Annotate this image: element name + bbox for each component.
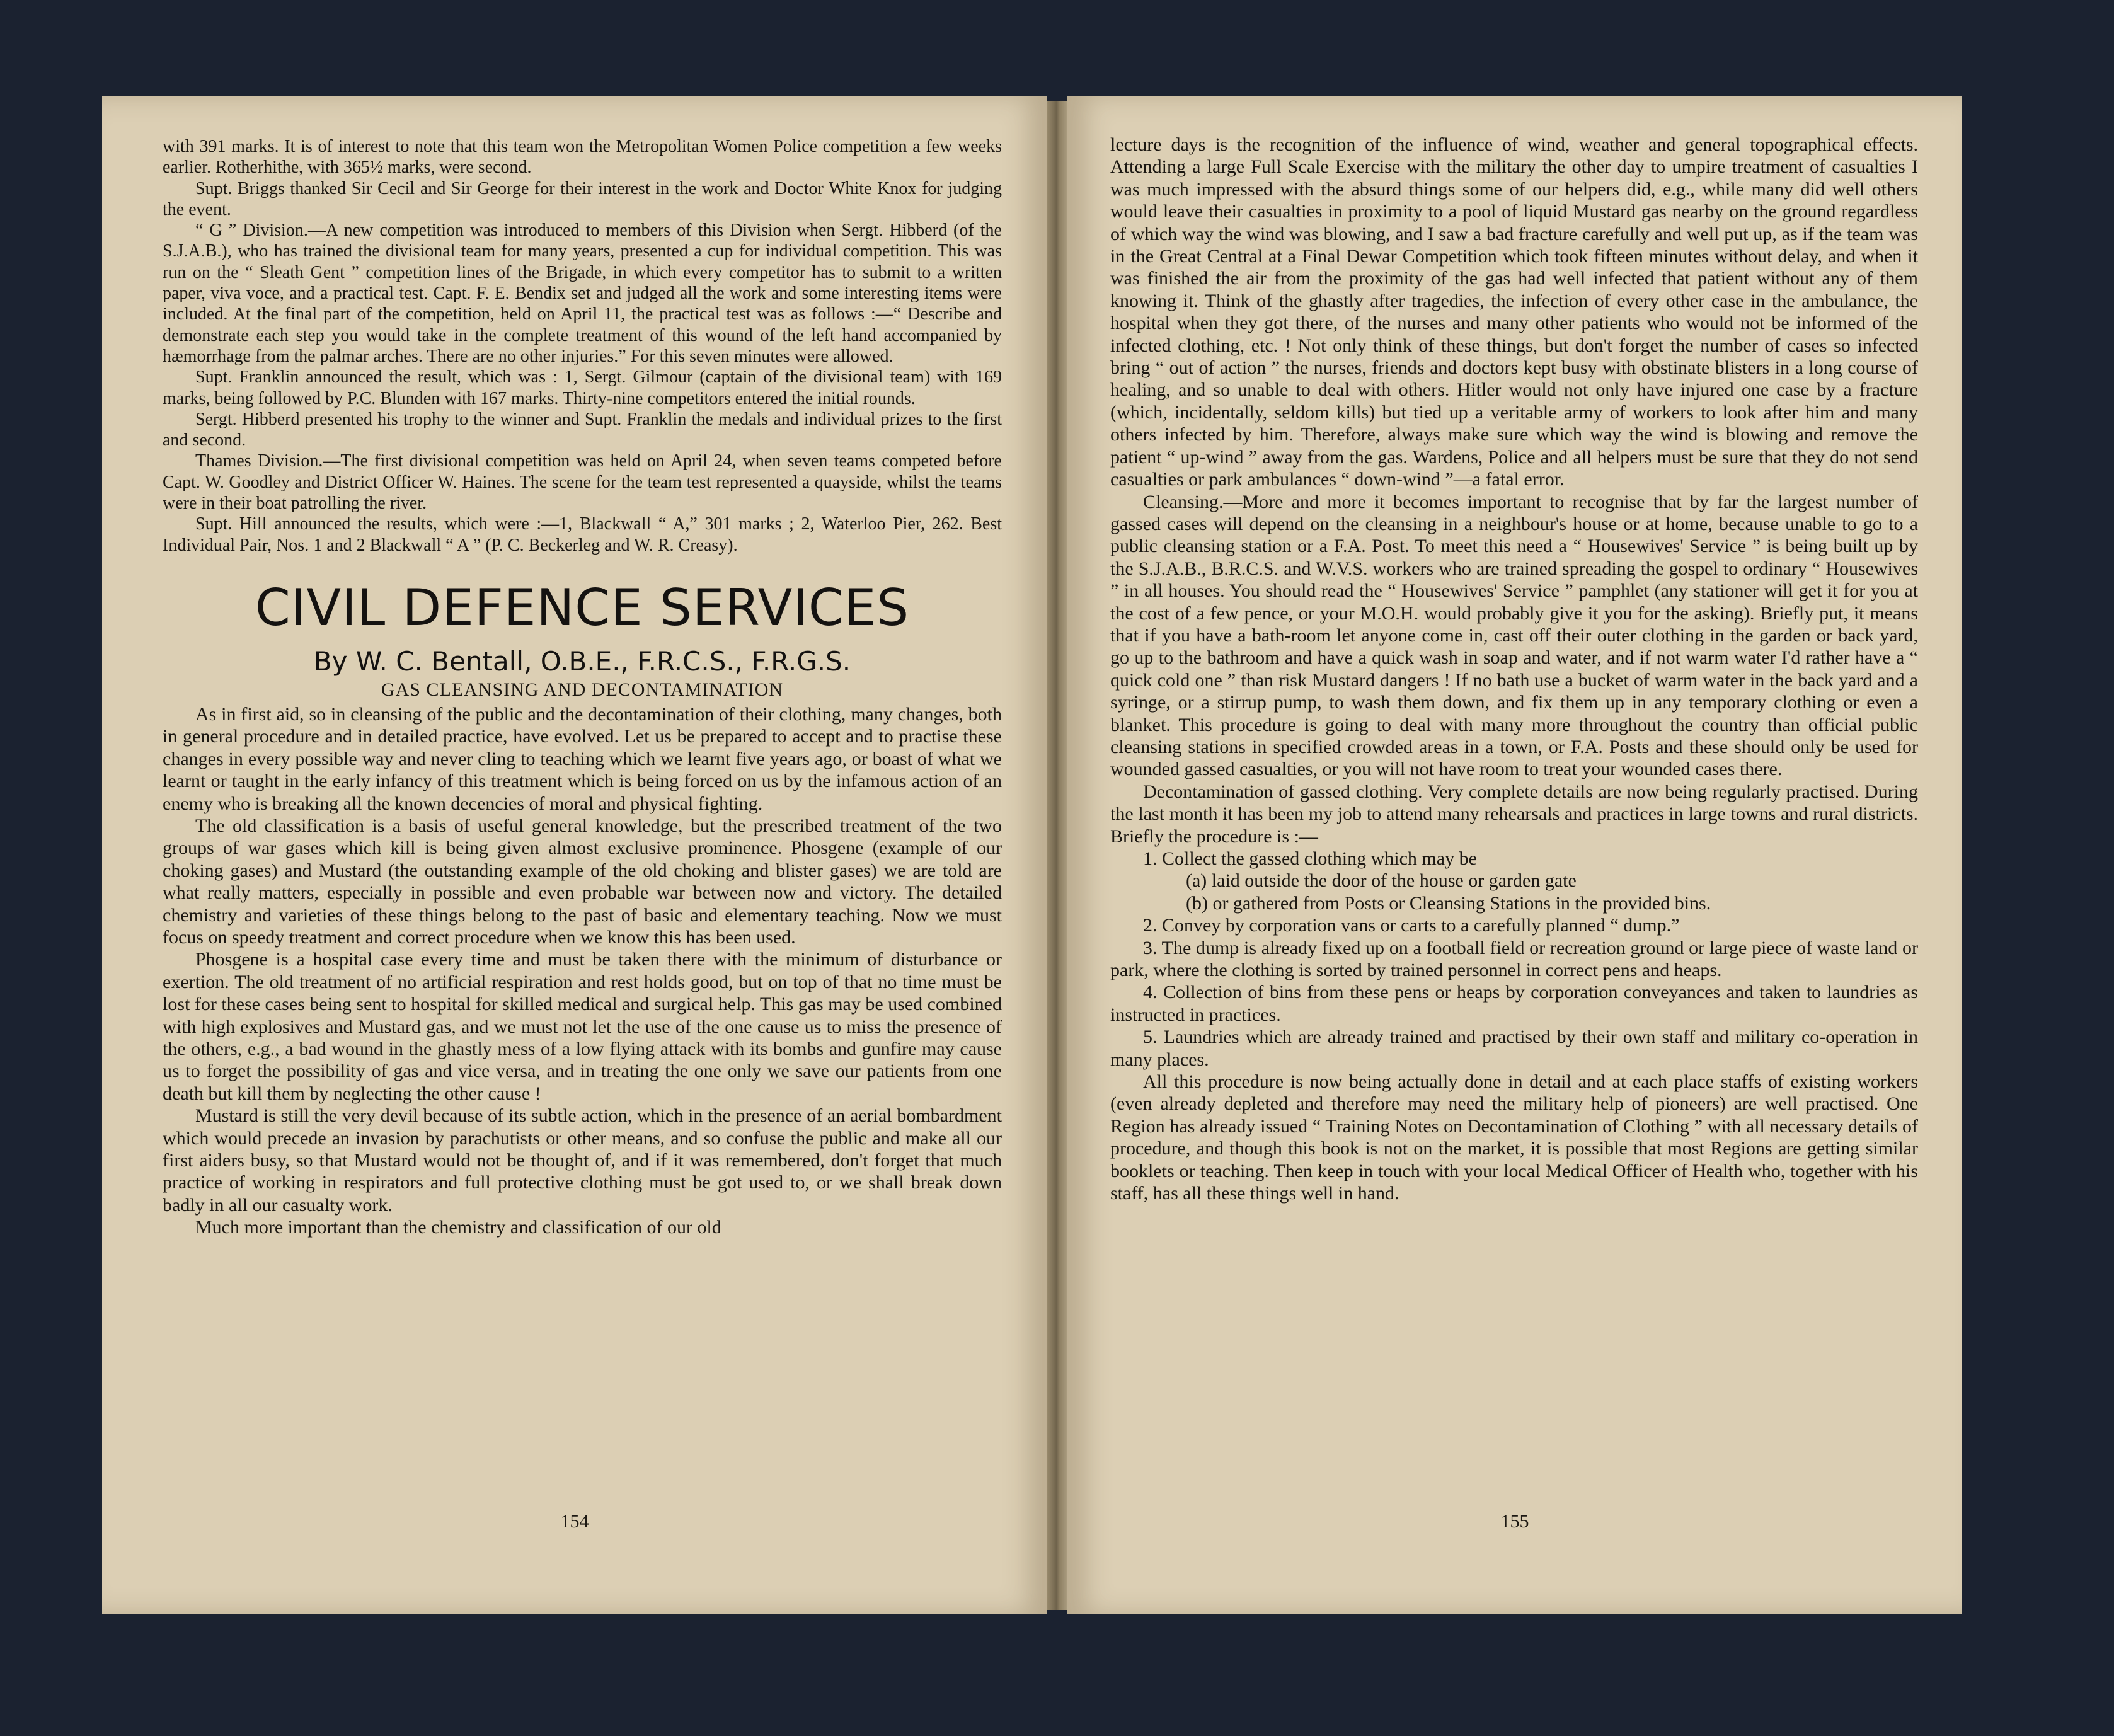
body-paragraph: Mustard is still the very devil because of its subtle action, which in the presence of an aerial bombardment which would precede an invasion by parachutists or other means, and so confuse the public and make all our first aiders busy, so that Mustard would not be thought of, and if it was remembered, don't forget that much practice of working in respirators and full protective clothing must be got used to, or we shall break down badly in all our casualty work.	[163, 1105, 1002, 1216]
article-subheading: GAS CLEANSING AND DECONTAMINATION	[381, 679, 784, 700]
article-body-left	[163, 703, 1002, 1239]
list-item: 3. The dump is already fixed up on a football field or recreation ground or large piece of waste land or park, where the clothing is sorted by trained personnel in correct pens and heaps.	[1110, 937, 1918, 981]
article-title: CIVIL DEFENCE SERVICES	[255, 578, 910, 637]
page-number: 154	[560, 1511, 589, 1532]
list-item: 5. Laundries which are already trained and practised by their own staff and military co-operation in many places.	[1110, 1026, 1918, 1070]
right-page	[1067, 96, 1962, 1614]
article-byline: By W. C. Bentall, O.B.E., F.R.C.S., F.R.G.S.	[313, 645, 851, 677]
closing-paragraph: All this procedure is now being actually done in detail and at each place staffs of existing workers (even already depleted and therefore may need the military help of pioneers) are well practised. One Region has already issued “ Training Notes on Decontamination of Clothing ” with all necessary details of procedure, and though this book is not on the market, it is possible that most Regions are getting similar booklets or teaching. Then keep in touch with your local Medical Officer of Health who, together with his staff, has all these things well in hand.	[1110, 1071, 1918, 1204]
body-paragraph: The old classification is a basis of useful general knowledge, but the prescribed treatment of the two groups of war gases which kill is being given almost exclusive prominence. Phosgene (example of our choking gases) and Mustard (the outstanding example of the old choking and blister gases) we are told are what really matters, especially in possible and even probable war between now and victory. The detailed chemistry and varieties of these things belong to the past of basic and elementary teaching. Now we must focus on speedy treatment and correct procedure when we know this has been used.	[163, 815, 1002, 948]
report-paragraph: “ G ” Division.—A new competition was introduced to members of this Division when Sergt. Hibberd (of the S.J.A.B.), who has trained the divisional team for many years, presented a cup for individual competition. This was run on the “ Sleath Gent ” competition lines of the Brigade, in which every competitor has to submit to a written paper, viva voce, and a practical test. Capt. F. E. Bendix set and judged all the work and some interesting items were included. At the final part of the competition, held on April 11, the practical test was as follows :—“ Describe and demonstrate each step you would take in the complete treatment of this wound of the left hand accompanied by hæmorrhage from the palmar arches. There are no other injuries.” For this seven minutes were allowed.	[163, 221, 1002, 366]
report-paragraph: with 391 marks. It is of interest to note that this team won the Metropolitan Women Police competition a few weeks earlier. Rotherhithe, with 365½ marks, were second.	[163, 137, 1002, 178]
list-item: 4. Collection of bins from these pens or heaps by corporation conveyances and taken to laundries as instructed in practices.	[1110, 982, 1918, 1025]
body-paragraph: Phosgene is a hospital case every time and must be taken there with the minimum of disturbance or exertion. The old treatment of no artificial respiration and rest holds good, but on top of that no time must be lost for these cases being sent to hospital for skilled medical and surgical help. This gas may be used combined with high explosives and Mustard gas, and we must not let the use of the one cause us to miss the presence of the others, e.g., a bad wound in the ghastly mess of a low flying attack with its bombs and gunfire may cause us to forget the possibility of gas and vice versa, and in treating the one only we save our patients from one death but kill them by neglecting the other cause !	[163, 949, 1002, 1104]
body-paragraph: Cleansing.—More and more it becomes important to recognise that by far the largest number of gassed cases will depend on the cleansing in a neighbour's house or at home, because unable to go to a public cleansing station or a F.A. Post. To meet this need a “ Housewives' Service ” is being built up by the S.J.A.B., B.R.C.S. and W.V.S. workers who are trained spreading the gospel to ordinary “ Housewives ” in all houses. You should read the “ Housewives' Service ” pamphlet (any stationer will get it for you at the cost of a few pence, or your M.O.H. would probably give it you for the asking). Briefly put, it means that if you have a bath-room let anyone come in, cast off their outer clothing in the garden or back yard, go up to the bathroom and have a quick wash in soap and water, and if not warm water I'd rather have a “ quick cold one ” than risk Mustard dangers ! If no bath use a bucket of warm water in the back yard and a syringe, or a stirrup pump, to wash them down, and fix them up in any temporary clothing or even a blanket. This procedure is going to deal with many more throughout the country than official public cleansing stations in specified crowded areas in a town, or F.A. Posts and these should only be used for wounded gassed casualties, or you will not have room to treat your wounded cases there.	[1110, 491, 1918, 780]
body-paragraph: As in first aid, so in cleansing of the public and the decontamination of their clothing, many changes, both in general procedure and in detailed practice, have evolved. Let us be prepared to accept and to practise these changes in every possible way and never cling to teaching which we learnt five years ago, or boast of what we learnt or taught in the early infancy of this treatment which is being forced on us by the infamous action of an enemy who is breaking all the known decencies of moral and physical fighting.	[163, 703, 1002, 814]
report-paragraph: Supt. Briggs thanked Sir Cecil and Sir George for their interest in the work and Doctor White Knox for judging the event.	[163, 178, 1002, 219]
report-paragraph: Supt. Hill announced the results, which were :—1, Blackwall “ A,” 301 marks ; 2, Waterloo Pier, 262. Best Individual Pair, Nos. 1 and 2 Blackwall “ A ” (P. C. Beckerleg and W. R. Creasy).	[163, 514, 1002, 555]
report-paragraph: Supt. Franklin announced the result, which was : 1, Sergt. Gilmour (captain of the divisional team) with 169 marks, being followed by P.C. Blunden with 167 marks. Thirty-nine competitors entered the initial rounds.	[163, 367, 1002, 408]
left-page	[102, 96, 1047, 1614]
list-item: 1. Collect the gassed clothing which may be	[1143, 848, 1477, 869]
report-paragraph: Sergt. Hibberd presented his trophy to the winner and Supt. Franklin the medals and individual prizes to the first and second.	[163, 409, 1002, 451]
list-subitem: (a) laid outside the door of the house or garden gate	[1186, 870, 1577, 892]
page-number: 155	[1500, 1511, 1529, 1532]
list-subitem: (b) or gathered from Posts or Cleansing Stations in the provided bins.	[1186, 892, 1711, 914]
division-reports	[163, 136, 1002, 556]
body-paragraph: Decontamination of gassed clothing. Very complete details are now being regularly practised. During the last month it has been my job to attend many rehearsals and practices in large towns and rural districts. Briefly the procedure is :—	[1110, 781, 1918, 847]
article-body-right	[1110, 134, 1918, 848]
body-paragraph: Much more important than the chemistry and classification of our old	[195, 1217, 721, 1238]
body-paragraph: lecture days is the recognition of the influence of wind, weather and general topographical effects. Attending a large Full Scale Exercise with the military the other day to umpire treatment of casualties I was much impressed with the absurd things some of our helpers did, e.g., while many did well others would leave their casualties in proximity to a pool of liquid Mustard gas nearby on the ground regardless of which way the wind was blowing, and I saw a bad fracture carefully and well put up, as if the team was in the Great Central at a Final Dewar Competition which took fifteen minutes without delay, and when it was finished the air from the proximity of the gas had well infected that patient without any of them knowing it. Think of the ghastly after tragedies, the infection of every other case in the ambulance, the hospital when they got there, of the nurses and many other patients who would not be informed of the infected clothing, etc. ! Not only think of these things, but don't forget the number of cases so infected bring “ out of action ” the nurses, friends and doctors kept busy with obstinate blisters in a long course of healing, and so unable to deal with others. Hitler would not only have injured one case by a fracture (which, incidentally, seldom kills) but tied up a veritable army of workers to look after him and many others infected by him. Therefore, always make sure which way the wind is blowing and remove the patient “ up-wind ” away from the gas. Wardens, Police and all helpers must be sure that they do not send casualties or park ambulances “ down-wind ”—a fatal error.	[1110, 134, 1918, 490]
procedure-list	[1110, 848, 1918, 1071]
report-paragraph: Thames Division.—The first divisional competition was held on April 24, when seven teams competed before Capt. W. Goodley and District Officer W. Haines. The scene for the team test represented a quayside, whilst the teams were in their boat patrolling the river.	[163, 451, 1002, 514]
list-item: 2. Convey by corporation vans or carts to a carefully planned “ dump.”	[1143, 915, 1680, 936]
